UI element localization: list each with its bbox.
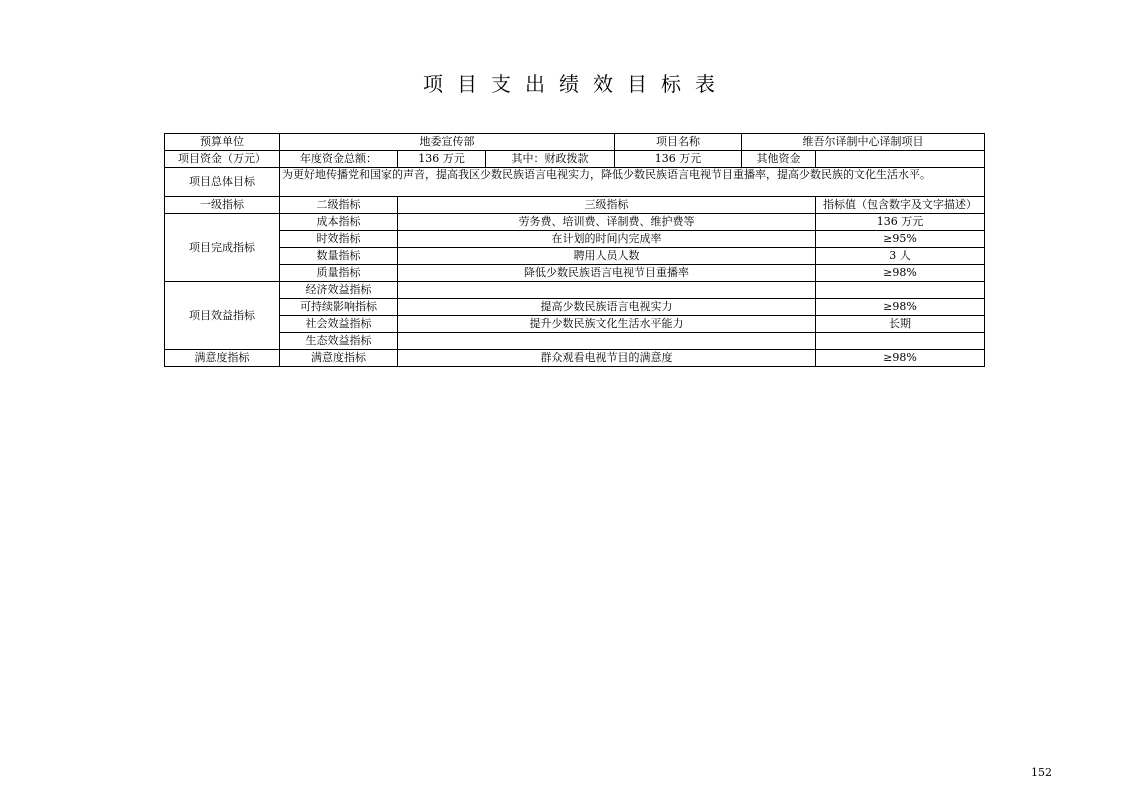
fiscal-label: 其中：财政拨款	[486, 151, 615, 168]
overall-goal-label: 项目总体目标	[165, 168, 280, 197]
level1-cell: 项目效益指标	[165, 282, 280, 350]
level3-cell: 提升少数民族文化生活水平能力	[398, 316, 816, 333]
table-row	[165, 231, 985, 248]
column-header-level3: 三级指标	[398, 197, 816, 214]
table-row	[165, 214, 985, 231]
value-cell: 136 万元	[816, 214, 985, 231]
other-funds-value	[816, 151, 985, 168]
annual-total-value: 136 万元	[398, 151, 486, 168]
level2-cell: 数量指标	[280, 248, 398, 265]
project-name-value: 维吾尔译制中心译制项目	[742, 134, 985, 151]
level3-cell: 在计划的时间内完成率	[398, 231, 816, 248]
value-cell: ≥98%	[816, 265, 985, 282]
project-name-label: 项目名称	[615, 134, 742, 151]
level2-cell: 成本指标	[280, 214, 398, 231]
page-title: 项目支出绩效目标表	[423, 72, 729, 96]
table-row	[165, 350, 985, 367]
level3-cell: 降低少数民族语言电视节目重播率	[398, 265, 816, 282]
table-row	[165, 299, 985, 316]
value-cell	[816, 333, 985, 350]
table-header-row	[165, 197, 985, 214]
level2-cell: 生态效益指标	[280, 333, 398, 350]
level2-cell: 质量指标	[280, 265, 398, 282]
table-row	[165, 282, 985, 299]
other-funds-label: 其他资金	[742, 151, 816, 168]
level2-cell: 经济效益指标	[280, 282, 398, 299]
value-cell: ≥95%	[816, 231, 985, 248]
level3-cell: 劳务费、培训费、译制费、维护费等	[398, 214, 816, 231]
column-header-level1: 一级指标	[165, 197, 280, 214]
table-row	[165, 265, 985, 282]
level3-cell: 提高少数民族语言电视实力	[398, 299, 816, 316]
level2-cell: 时效指标	[280, 231, 398, 248]
level3-cell: 聘用人员人数	[398, 248, 816, 265]
value-cell: 3 人	[816, 248, 985, 265]
level2-cell: 满意度指标	[280, 350, 398, 367]
column-header-level2: 二级指标	[280, 197, 398, 214]
level2-cell: 社会效益指标	[280, 316, 398, 333]
level3-cell: 群众观看电视节目的满意度	[398, 350, 816, 367]
level1-cell: 项目完成指标	[165, 214, 280, 282]
table-row	[165, 248, 985, 265]
table-row	[165, 333, 985, 350]
budget-unit-label: 预算单位	[165, 134, 280, 151]
level3-cell	[398, 282, 816, 299]
value-cell: ≥98%	[816, 350, 985, 367]
table-row	[165, 134, 985, 151]
budget-unit-value: 地委宣传部	[280, 134, 615, 151]
level3-cell	[398, 333, 816, 350]
fiscal-value: 136 万元	[615, 151, 742, 168]
performance-table	[164, 133, 985, 367]
funds-label: 项目资金（万元）	[165, 151, 280, 168]
column-header-value: 指标值（包含数字及文字描述）	[816, 197, 985, 214]
value-cell: 长期	[816, 316, 985, 333]
table-row	[165, 316, 985, 333]
level2-cell: 可持续影响指标	[280, 299, 398, 316]
value-cell	[816, 282, 985, 299]
table-row	[165, 151, 985, 168]
table-row	[165, 168, 985, 197]
page-number: 152	[1031, 766, 1052, 779]
value-cell: ≥98%	[816, 299, 985, 316]
annual-total-label: 年度资金总额：	[280, 151, 398, 168]
level1-cell: 满意度指标	[165, 350, 280, 367]
overall-goal-text: 为更好地传播党和国家的声音，提高我区少数民族语言电视实力，降低少数民族语言电视节目重播率，提高少数民族的文化生活水平。	[280, 168, 985, 197]
